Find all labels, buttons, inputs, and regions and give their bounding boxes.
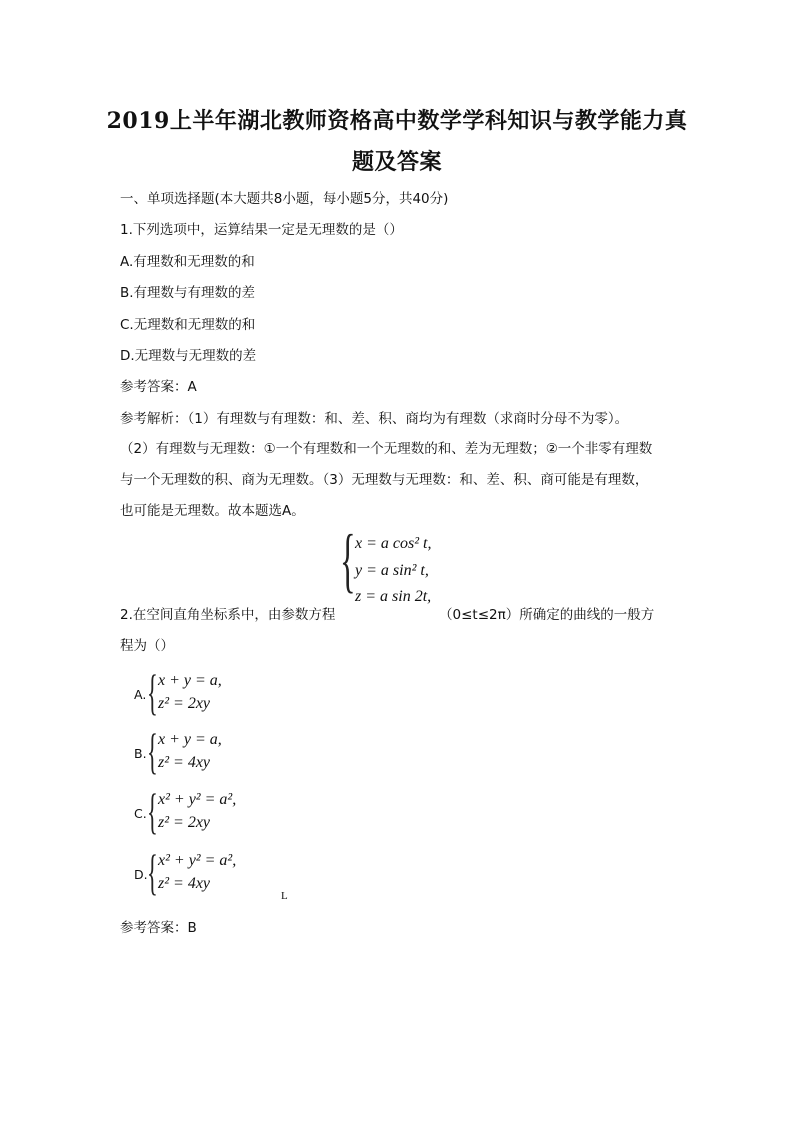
q1-analysis-line-2: （2）有理数与无理数：①一个有理数和一个无理数的和、差为无理数；②一个非零有理数 <box>120 441 653 457</box>
q1-stem: 1.下列选项中，运算结果一定是无理数的是（） <box>120 222 403 238</box>
left-brace: { <box>147 723 158 779</box>
q1-option-b: B.有理数与有理数的差 <box>120 285 256 301</box>
left-brace: { <box>147 664 158 720</box>
q1-answer: 参考答案：A <box>120 379 197 395</box>
q2-option-b <box>134 723 284 779</box>
stray-mark: L <box>281 890 288 902</box>
param-eq-z: z = a sin 2t, <box>355 588 432 605</box>
q2-option-a <box>134 664 284 720</box>
option-b-eq-1: x + y = a, <box>158 731 222 748</box>
q1-analysis-line-4: 也可能是无理数。故本题选A。 <box>120 503 305 519</box>
option-d-eq-2: z² = 4xy <box>158 875 211 892</box>
option-b-label: B. <box>134 746 147 761</box>
option-a-label: A. <box>134 687 147 702</box>
option-d-eq-1: x² + y² = a², <box>158 852 237 869</box>
q2-stem-line-2: 程为（） <box>120 638 174 654</box>
param-eq-y: y = a sin² t, <box>355 562 429 579</box>
option-a-eq-1: x + y = a, <box>158 672 222 689</box>
option-d-label: D. <box>134 867 148 882</box>
left-brace: { <box>147 783 158 839</box>
q2-parametric-system <box>340 520 450 612</box>
option-c-eq-2: z² = 2xy <box>158 814 211 831</box>
option-c-label: C. <box>134 806 147 821</box>
q1-option-c: C.无理数和无理数的和 <box>120 317 256 333</box>
section-heading: 一、单项选择题(本大题共8小题，每小题5分，共40分) <box>120 191 449 207</box>
title-line-1: 2019上半年湖北教师资格高中数学学科知识与教学能力真 <box>106 108 688 134</box>
option-b-eq-2: z² = 4xy <box>158 754 211 771</box>
left-brace: { <box>340 520 356 600</box>
param-eq-x: x = a cos² t, <box>355 535 432 552</box>
q2-stem-before: 2.在空间直角坐标系中，由参数方程 <box>120 607 336 623</box>
q1-option-d: D.无理数与无理数的差 <box>120 348 257 364</box>
option-a-eq-2: z² = 2xy <box>158 695 211 712</box>
q1-analysis-line-1: 参考解析：（1）有理数与有理数：和、差、积、商均为有理数（求商时分母不为零）。 <box>120 411 629 427</box>
q1-option-a: A.有理数和无理数的和 <box>120 254 255 270</box>
q2-option-c <box>134 783 284 839</box>
q2-option-d <box>134 844 284 900</box>
left-brace: { <box>147 844 158 900</box>
option-c-eq-1: x² + y² = a², <box>158 791 237 808</box>
q1-analysis-line-3: 与一个无理数的积、商为无理数。（3）无理数与无理数：和、差、积、商可能是有理数， <box>120 472 649 488</box>
title-line-2: 题及答案 <box>351 149 442 175</box>
q2-answer: 参考答案：B <box>120 920 197 936</box>
q2-range-text: （0≤t≤2π）所确定的曲线的一般方 <box>439 607 655 623</box>
